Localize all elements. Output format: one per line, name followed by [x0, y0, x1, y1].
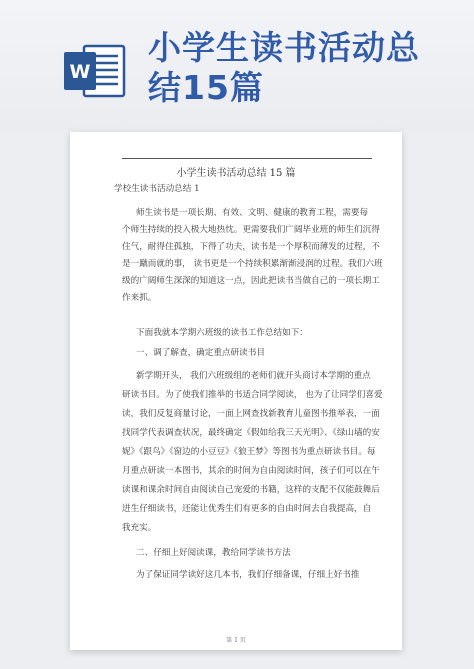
section-heading: 二、仔细上好阅读课，教给同学读书方法	[136, 548, 291, 558]
page-number: 第 1 页	[226, 637, 246, 644]
paragraph-line: 找同学代表调查状况，最终确定《假如给我三天光明》、《绿山墙的安	[122, 428, 380, 438]
paragraph-line: 为了保证同学读好这几本书，我们仔细备课，仔细上好书推	[136, 570, 360, 580]
page-title	[148, 28, 458, 108]
page-title-line-2: 结15篇	[148, 68, 264, 107]
word-document-icon	[62, 38, 128, 104]
paragraph-line: 新学期开头， 我们六班级组的老师们就开头商讨本学期的重点	[136, 371, 371, 381]
document-page	[70, 132, 402, 650]
paragraph-line: 师生读书是一项长期、有效、文明、健康的教育工程，需要每	[136, 208, 369, 218]
paragraph-line: 我充实。	[122, 523, 157, 533]
paragraph-line: 个师生持续的投入极大地热忱。更需要我们广阔毕业班的师生们沉得	[122, 225, 380, 235]
paragraph-line: 进生仔细读书，还能让优秀生们有更多的自由时间去自我提高，自	[122, 504, 372, 514]
banner	[0, 0, 474, 130]
word-icon-letter: W	[69, 61, 91, 83]
header-rule	[122, 158, 372, 159]
paragraph-line: 读，我们反复商量讨论，一面上网查找新教育儿童图书推举表，一面	[122, 409, 380, 419]
section-heading: 一、调了解查，确定重点研读书目	[136, 348, 265, 358]
paragraph-line: 住气，耐得住孤独，下得了功夫，读书是一个厚积而薄发的过程，不	[122, 242, 380, 252]
page-title-line-1: 小学生读书活动总	[148, 28, 420, 67]
paragraph-line: 作来抓。	[122, 293, 157, 303]
paragraph-line: 研读书目。为了使我们推举的书适合同学阅读， 也为了让同学们喜爱	[122, 390, 383, 400]
paragraph-line: 妮》《跟鸟》《窗边的小豆豆》《狼王梦》等图书为重点研读书目。每	[122, 447, 376, 457]
paragraph-line: 是一蹴而就的事， 读书更是一个持续积累渐渐浸润的过程。我们六班	[122, 259, 383, 269]
document-subtitle: 学校生读书活动总结 1	[114, 184, 200, 194]
paragraph-line: 级的广阔师生深深的知道这一点，因此把读书当做自己的一项长期工	[122, 276, 380, 286]
paragraph-line: 月重点研读一本图书，其余的时间为自由阅读时间，孩子们可以在午	[122, 466, 380, 476]
intro-line: 下面我就本学期六班级的读书工作总结如下：	[136, 328, 308, 338]
paragraph-line: 读课和课余时间自由阅读自己宠爱的书籍，这样的支配不仅能鼓舞后	[122, 485, 380, 495]
document-title: 小学生读书活动总结 15 篇	[176, 168, 296, 179]
